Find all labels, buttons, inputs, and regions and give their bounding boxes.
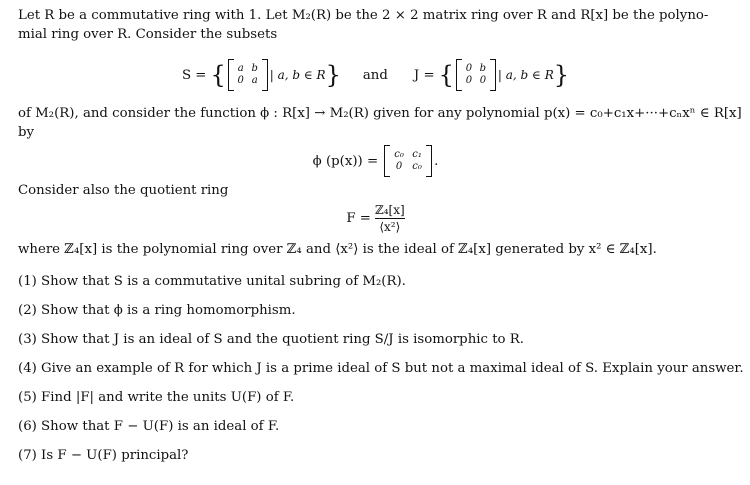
phi-lhs: ϕ (p(x)) = <box>312 153 379 169</box>
intro-line-2: mial ring over R. Consider the subsets <box>18 27 278 42</box>
j-matrix-cell: 0 <box>465 63 473 74</box>
phi-matrix-cell: c₀ <box>394 149 404 160</box>
sets-equation <box>18 58 733 92</box>
question-1: (1) Show that S is a commutative unital subring of M₂(R). <box>18 274 406 289</box>
function-line-2: by <box>18 125 35 140</box>
function-line-1: of M₂(R), and consider the function ϕ : R[x] → M₂(R) given for any polynomial p(x) = c₀+c₁x+···+cₙxⁿ ∈ R[x] <box>18 106 742 121</box>
question-7: (7) Is F − U(F) principal? <box>18 448 189 463</box>
intro-line-1: Let R be a commutative ring with 1. Let M₂(R) be the 2 × 2 matrix ring over R and R[x] be the polyno- <box>18 8 709 23</box>
quotient-fraction <box>375 203 405 234</box>
quotient-where: where ℤ₄[x] is the polynomial ring over ℤ₄ and ⟨x²⟩ is the ideal of ℤ₄[x] generated by x² ∈ ℤ₄[x]. <box>18 242 657 257</box>
j-label: J = <box>413 67 435 83</box>
phi-matrix <box>384 145 432 177</box>
s-matrix-cell: a <box>237 63 244 74</box>
question-6: (6) Show that F − U(F) is an ideal of F. <box>18 419 280 434</box>
phi-matrix-cell: 0 <box>395 161 403 172</box>
s-condition: | a, b ∈ R <box>269 67 326 82</box>
phi-matrix-cell: c₀ <box>412 161 422 172</box>
j-matrix <box>456 59 496 91</box>
and-word: and <box>362 67 388 83</box>
question-2: (2) Show that ϕ is a ring homomorphism. <box>18 303 296 318</box>
quotient-denominator: ⟨x²⟩ <box>379 219 401 234</box>
j-condition: | a, b ∈ R <box>497 67 554 82</box>
j-open-brace: { <box>438 61 454 89</box>
s-matrix-cell: a <box>251 75 258 86</box>
s-matrix <box>228 59 268 91</box>
j-matrix-cell: 0 <box>465 75 473 86</box>
question-3: (3) Show that J is an ideal of S and the quotient ring S/J is isomorphic to R. <box>18 332 525 347</box>
quotient-intro: Consider also the quotient ring <box>18 183 229 198</box>
question-5: (5) Find |F| and write the units U(F) of F. <box>18 390 295 405</box>
j-close-brace: } <box>553 61 570 89</box>
s-open-brace: { <box>210 61 226 89</box>
s-matrix-cell: b <box>251 63 258 74</box>
j-matrix-cell: b <box>479 63 487 74</box>
phi-equation <box>18 144 733 178</box>
question-4: (4) Give an example of R for which J is a prime ideal of S but not a maximal ideal of S. Explain your answer. <box>18 361 744 376</box>
s-matrix-cell: 0 <box>237 75 244 86</box>
phi-period: . <box>434 153 439 169</box>
s-label: S = <box>181 67 207 83</box>
f-lhs: F = <box>346 210 371 226</box>
phi-matrix-cell: c₁ <box>412 149 422 160</box>
s-close-brace: } <box>325 61 341 89</box>
j-matrix-cell: 0 <box>479 75 487 86</box>
quotient-numerator: ℤ₄[x] <box>374 202 405 217</box>
quotient-equation <box>18 200 733 236</box>
